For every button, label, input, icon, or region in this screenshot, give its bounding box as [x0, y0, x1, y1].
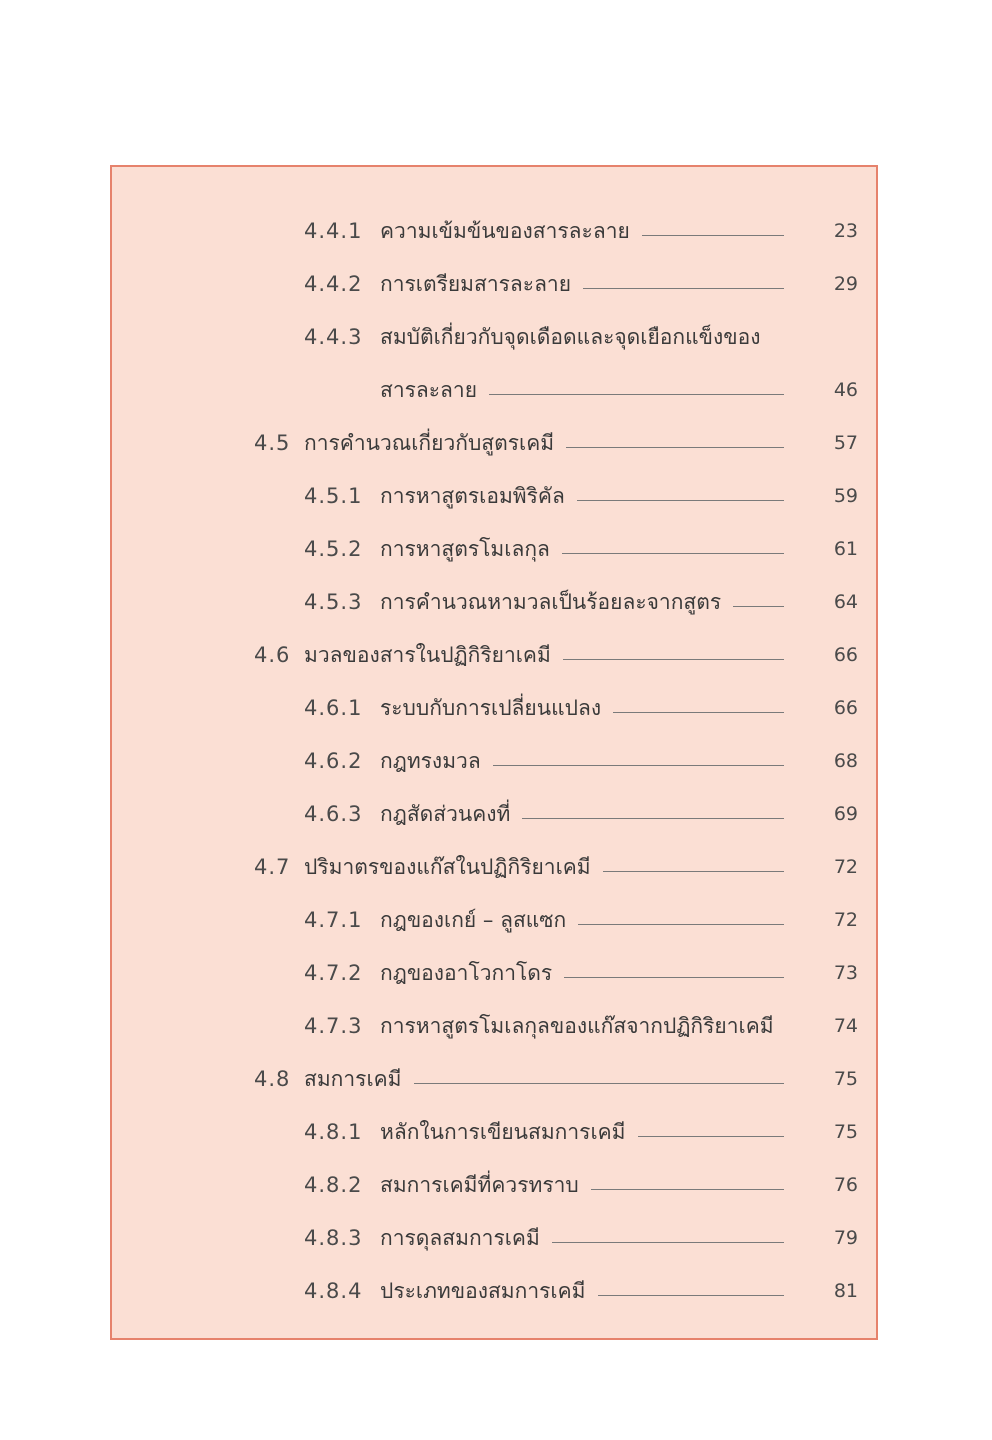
toc-entry-4-6-2[interactable]: [304, 741, 794, 781]
toc-entry-4-6[interactable]: [254, 635, 794, 675]
entry-number: 4.6: [254, 643, 291, 667]
toc-entry-4-7-1[interactable]: [304, 900, 794, 940]
entry-number: 4.5.2: [304, 537, 363, 561]
toc-entry-4-7-3[interactable]: [304, 1006, 824, 1046]
entry-title: สมการเคมี: [304, 1066, 402, 1091]
entry-number: 4.7.1: [304, 908, 363, 932]
leader-line: [613, 712, 784, 713]
entry-page: 57: [833, 432, 858, 454]
entry-number: 4.7.2: [304, 961, 363, 985]
entry-page: 79: [833, 1227, 858, 1249]
leader-line: [603, 871, 784, 872]
entry-number: 4.8: [254, 1067, 291, 1091]
entry-number: 4.8.2: [304, 1173, 363, 1197]
toc-entry-4-6-3[interactable]: [304, 794, 794, 834]
leader-line: [493, 765, 784, 766]
toc-entry-4-7-2[interactable]: [304, 953, 794, 993]
entry-page: 68: [833, 750, 858, 772]
toc-entry-4-4-3[interactable]: [304, 317, 824, 357]
toc-entry-4-5-3[interactable]: [304, 582, 794, 622]
entry-number: 4.5.3: [304, 590, 363, 614]
entry-number: 4.4.2: [304, 272, 363, 296]
leader-line: [591, 1189, 784, 1190]
entry-title: การคำนวณเกี่ยวกับสูตรเคมี: [304, 430, 555, 455]
entry-page: 75: [833, 1121, 858, 1143]
leader-line: [489, 394, 784, 395]
toc-entry-4-4-3-cont[interactable]: [304, 370, 794, 410]
leader-line: [642, 235, 784, 236]
leader-line: [562, 553, 784, 554]
entry-title: กฎสัดส่วนคงที่: [380, 801, 511, 826]
entry-title: สมการเคมีที่ควรทราบ: [380, 1172, 579, 1197]
entry-page: 66: [833, 644, 858, 666]
entry-number: 4.4.3: [304, 325, 363, 349]
entry-title: สารละลาย: [380, 377, 478, 402]
entry-title: ปริมาตรของแก๊สในปฏิกิริยาเคมี: [304, 854, 591, 879]
entry-page: 29: [833, 273, 858, 295]
toc-entry-4-6-1[interactable]: [304, 688, 794, 728]
toc-entry-4-5[interactable]: [254, 423, 794, 463]
entry-title: การคำนวณหามวลเป็นร้อยละจากสูตร: [380, 589, 722, 614]
entry-title: ประเภทของสมการเคมี: [380, 1278, 586, 1303]
leader-line: [578, 924, 784, 925]
toc-entry-4-5-2[interactable]: [304, 529, 794, 569]
leader-line: [733, 606, 784, 607]
entry-number: 4.8.3: [304, 1226, 363, 1250]
entry-title: ความเข้มข้นของสารละลาย: [380, 218, 630, 243]
entry-number: 4.6.1: [304, 696, 363, 720]
entry-number: 4.7: [254, 855, 291, 879]
entry-page: 69: [833, 803, 858, 825]
entry-page: 74: [833, 1015, 858, 1037]
toc-entry-4-4-1[interactable]: [304, 211, 794, 251]
toc-entry-4-8-3[interactable]: [304, 1218, 794, 1258]
entry-number: 4.4.1: [304, 219, 363, 243]
entry-page: 23: [833, 220, 858, 242]
entry-title: หลักในการเขียนสมการเคมี: [380, 1119, 626, 1144]
entry-number: 4.8.4: [304, 1279, 363, 1303]
entry-page: 66: [833, 697, 858, 719]
entry-title: ระบบกับการเปลี่ยนแปลง: [380, 695, 602, 720]
entry-title: กฎของอาโวกาโดร: [380, 960, 553, 985]
entry-title: การดุลสมการเคมี: [380, 1225, 540, 1250]
entry-page: 72: [833, 856, 858, 878]
entry-number: 4.8.1: [304, 1120, 363, 1144]
entry-page: 81: [833, 1280, 858, 1302]
leader-line: [414, 1083, 784, 1084]
leader-line: [564, 977, 784, 978]
entry-title: มวลของสารในปฏิกิริยาเคมี: [304, 642, 551, 667]
entry-page: 61: [833, 538, 858, 560]
leader-line: [566, 447, 784, 448]
leader-line: [638, 1136, 784, 1137]
table-of-contents: [110, 165, 878, 1340]
entry-page: 76: [833, 1174, 858, 1196]
entry-title: การเตรียมสารละลาย: [380, 271, 572, 296]
toc-entry-4-8[interactable]: [254, 1059, 794, 1099]
leader-line: [522, 818, 784, 819]
leader-line: [583, 288, 784, 289]
entry-title: การหาสูตรเอมพิริคัล: [380, 483, 565, 508]
entry-page: 75: [833, 1068, 858, 1090]
leader-line: [563, 659, 784, 660]
entry-number: 4.6.2: [304, 749, 363, 773]
toc-entry-4-8-2[interactable]: [304, 1165, 794, 1205]
entry-number: 4.7.3: [304, 1014, 363, 1038]
entry-title: กฎทรงมวล: [380, 748, 481, 773]
toc-entry-4-8-1[interactable]: [304, 1112, 794, 1152]
toc-entry-4-5-1[interactable]: [304, 476, 794, 516]
toc-entry-4-4-2[interactable]: [304, 264, 794, 304]
entry-number: 4.5.1: [304, 484, 363, 508]
toc-entry-4-8-4[interactable]: [304, 1271, 794, 1311]
entry-number: 4.5: [254, 431, 291, 455]
entry-title: การหาสูตรโมเลกุลของแก๊สจากปฏิกิริยาเคมี: [380, 1013, 774, 1038]
entry-page: 73: [833, 962, 858, 984]
leader-line: [577, 500, 784, 501]
entry-page: 59: [833, 485, 858, 507]
entry-page: 46: [833, 379, 858, 401]
leader-line: [552, 1242, 784, 1243]
entry-page: 64: [833, 591, 858, 613]
entry-number: 4.6.3: [304, 802, 363, 826]
entry-title: สมบัติเกี่ยวกับจุดเดือดและจุดเยือกแข็งของ: [380, 324, 761, 349]
toc-entry-4-7[interactable]: [254, 847, 794, 887]
leader-line: [598, 1295, 785, 1296]
entry-page: 72: [833, 909, 858, 931]
entry-title: กฎของเกย์ – ลูสแซก: [380, 907, 567, 932]
entry-title: การหาสูตรโมเลกุล: [380, 536, 550, 561]
